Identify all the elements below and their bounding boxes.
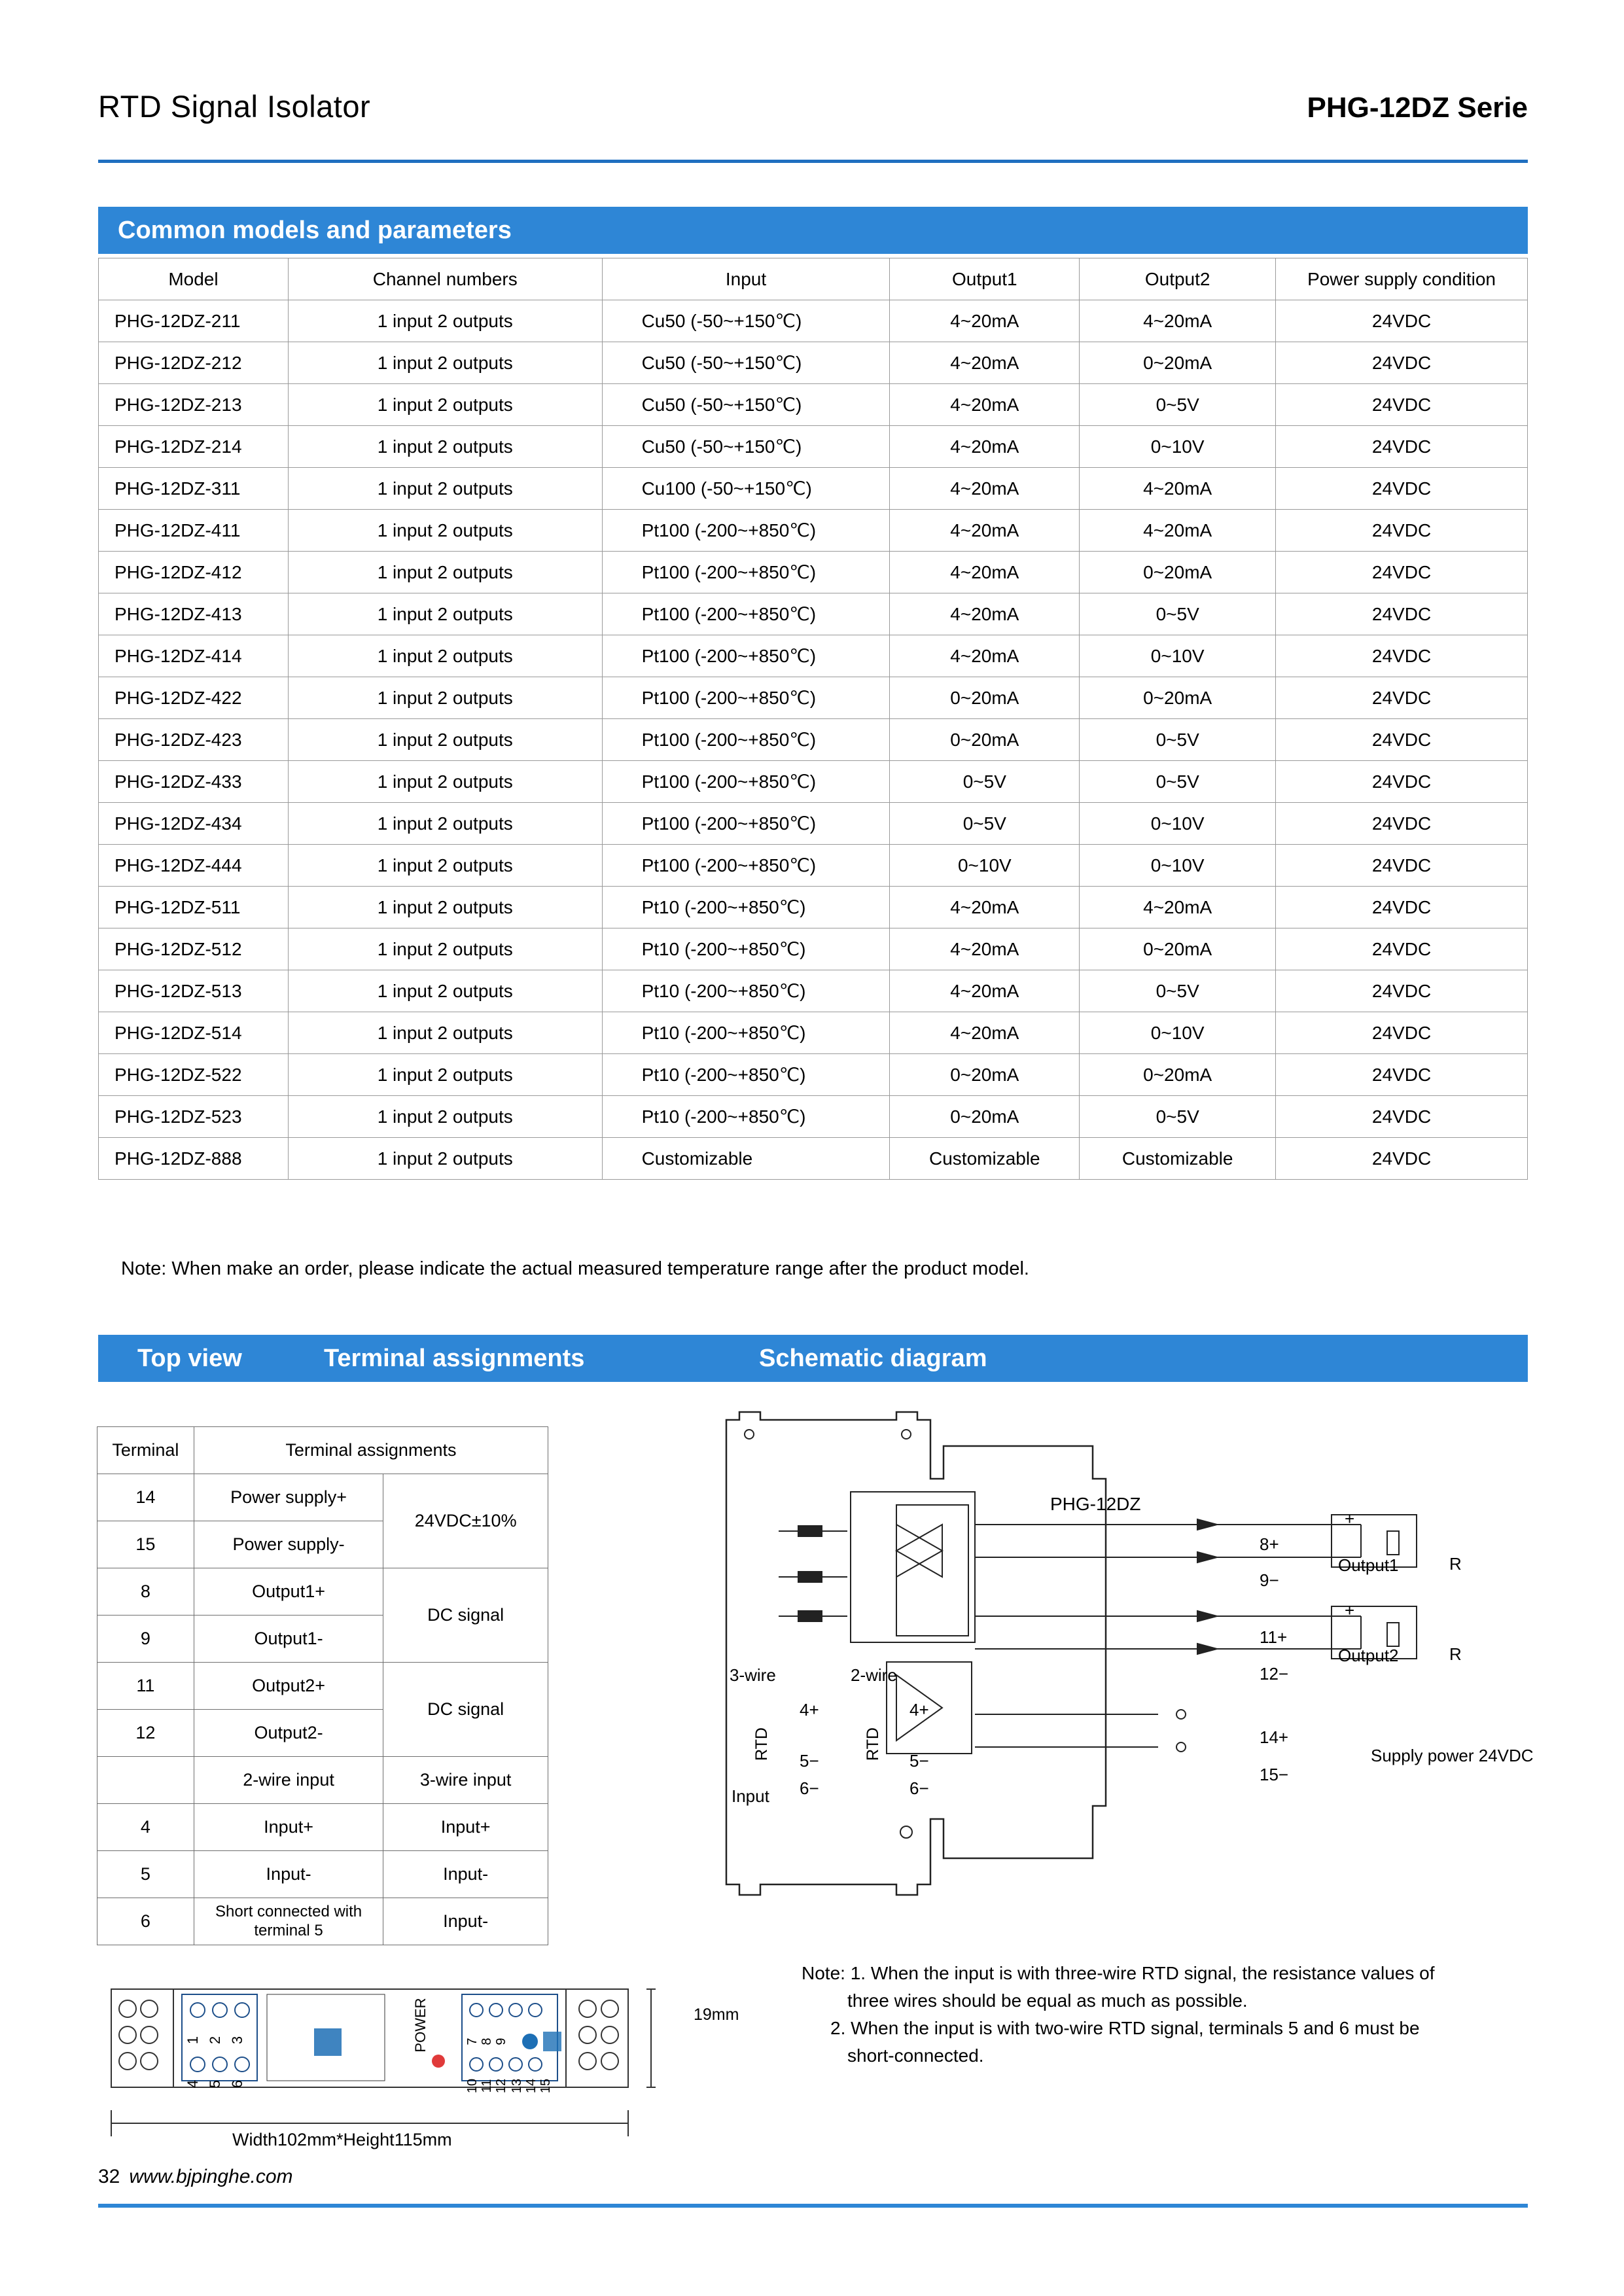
cell-input: Pt100 (-200~+850℃) [602,593,890,635]
svg-text:+: + [1345,1509,1355,1528]
terminal-function-2wire: Short connected with terminal 5 [194,1898,383,1945]
cell-power: 24VDC [1276,468,1528,510]
cell-input: Pt100 (-200~+850℃) [602,845,890,887]
table-header-row [99,258,1528,300]
footer-divider [98,2204,1528,2208]
table-row [99,1054,1528,1096]
section-label-schematic-diagram: Schematic diagram [759,1344,987,1372]
cell-input: Pt100 (-200~+850℃) [602,552,890,593]
terminal-number: 12 [97,1710,194,1757]
schematic-rtd-label-3wire: RTD [752,1727,771,1761]
cell-power: 24VDC [1276,342,1528,384]
cell-channels: 1 input 2 outputs [288,887,602,928]
cell-input: Pt10 (-200~+850℃) [602,1012,890,1054]
cell-input: Pt100 (-200~+850℃) [602,803,890,845]
cell-power: 24VDC [1276,1138,1528,1180]
page-number: 32 [98,2166,120,2187]
cell-output2: 0~5V [1080,719,1276,761]
order-note: Note: When make an order, please indicate the actual measured temperature range after the product model. [121,1258,1029,1279]
terminal-number: 14 [97,1474,194,1521]
table-row [99,845,1528,887]
cell-input: Customizable [602,1138,890,1180]
table-row [99,426,1528,468]
table-row [99,300,1528,342]
cell-output1: 0~10V [890,845,1080,887]
device-depth-label: 19mm [694,2005,739,2024]
cell-channels: 1 input 2 outputs [288,1012,602,1054]
table-row [99,803,1528,845]
schematic-terminal-5-3wire: 5− [800,1751,819,1771]
column-header-channels: Channel numbers [288,258,602,300]
terminal-number: 5 [97,1851,194,1898]
cell-model: PHG-12DZ-523 [99,1096,289,1138]
cell-model: PHG-12DZ-212 [99,342,289,384]
table-row [97,1663,548,1710]
terminal-function-2wire: Input+ [194,1804,383,1851]
cell-channels: 1 input 2 outputs [288,761,602,803]
cell-model: PHG-12DZ-513 [99,970,289,1012]
cell-channels: 1 input 2 outputs [288,970,602,1012]
cell-power: 24VDC [1276,384,1528,426]
cell-input: Pt10 (-200~+850℃) [602,1054,890,1096]
terminal-function: Output1+ [194,1568,383,1616]
schematic-diagram [700,1400,1538,1937]
cell-output1: 0~20mA [890,1054,1080,1096]
table-row [99,887,1528,928]
cell-output1: 4~20mA [890,468,1080,510]
cell-output2: Customizable [1080,1138,1276,1180]
cell-channels: 1 input 2 outputs [288,552,602,593]
cell-power: 24VDC [1276,928,1528,970]
cell-model: PHG-12DZ-413 [99,593,289,635]
terminal-assignments-table [97,1426,548,1945]
table-row [99,677,1528,719]
cell-power: 24VDC [1276,593,1528,635]
svg-text:1: 1 [185,2036,201,2045]
terminal-number: 4 [97,1804,194,1851]
cell-output1: 4~20mA [890,928,1080,970]
cell-input: Cu50 (-50~+150℃) [602,342,890,384]
cell-output2: 0~10V [1080,1012,1276,1054]
cell-power: 24VDC [1276,761,1528,803]
cell-model: PHG-12DZ-214 [99,426,289,468]
cell-channels: 1 input 2 outputs [288,1138,602,1180]
cell-output1: 4~20mA [890,635,1080,677]
terminal-number: 11 [97,1663,194,1710]
table-row [99,928,1528,970]
header-divider [98,160,1528,163]
table-row [99,1096,1528,1138]
cell-input: Pt10 (-200~+850℃) [602,928,890,970]
cell-model: PHG-12DZ-888 [99,1138,289,1180]
cell-power: 24VDC [1276,510,1528,552]
cell-channels: 1 input 2 outputs [288,677,602,719]
cell-model: PHG-12DZ-522 [99,1054,289,1096]
cell-output1: 0~20mA [890,677,1080,719]
cell-power: 24VDC [1276,1096,1528,1138]
cell-power: 24VDC [1276,803,1528,845]
cell-power: 24VDC [1276,887,1528,928]
terminal-number [97,1757,194,1804]
cell-model: PHG-12DZ-211 [99,300,289,342]
section-header-common-models [98,207,1528,254]
cell-input: Pt10 (-200~+850℃) [602,887,890,928]
column-header-input: Input [602,258,890,300]
cell-model: PHG-12DZ-434 [99,803,289,845]
cell-input: Pt10 (-200~+850℃) [602,970,890,1012]
cell-power: 24VDC [1276,719,1528,761]
table-row [99,593,1528,635]
cell-model: PHG-12DZ-412 [99,552,289,593]
svg-text:6: 6 [229,2079,245,2089]
cell-power: 24VDC [1276,300,1528,342]
cell-power: 24VDC [1276,426,1528,468]
cell-channels: 1 input 2 outputs [288,300,602,342]
cell-channels: 1 input 2 outputs [288,1054,602,1096]
schematic-output1-label: Output1 [1338,1555,1399,1575]
cell-model: PHG-12DZ-511 [99,887,289,928]
section-header-views [98,1335,1528,1382]
cell-channels: 1 input 2 outputs [288,468,602,510]
page-footer [98,2166,293,2188]
schematic-input-label: Input [732,1786,769,1806]
cell-output1: 4~20mA [890,1012,1080,1054]
cell-input: Cu50 (-50~+150℃) [602,426,890,468]
product-series: PHG-12DZ Serie [1307,92,1528,124]
terminal-function: Output2- [194,1710,383,1757]
cell-model: PHG-12DZ-512 [99,928,289,970]
schematic-terminal-4-2wire: 4+ [909,1700,929,1720]
section-label-terminal-assignments: Terminal assignments [324,1344,585,1372]
cell-model: PHG-12DZ-433 [99,761,289,803]
column-header-terminal: Terminal [97,1427,194,1474]
cell-power: 24VDC [1276,552,1528,593]
note-line-4: short-connected. [847,2045,984,2066]
schematic-terminal-5-2wire: 5− [909,1751,929,1771]
cell-output1: 4~20mA [890,970,1080,1012]
section-label-top-view: Top view [137,1344,242,1372]
cell-input: Pt100 (-200~+850℃) [602,510,890,552]
terminal-number: 8 [97,1568,194,1616]
cell-output1: 4~20mA [890,300,1080,342]
cell-output2: 0~20mA [1080,1054,1276,1096]
column-header-assignments: Terminal assignments [194,1427,548,1474]
cell-output1: 0~20mA [890,1096,1080,1138]
cell-channels: 1 input 2 outputs [288,928,602,970]
models-table [98,258,1528,1180]
table-row [99,468,1528,510]
cell-output2: 4~20mA [1080,300,1276,342]
page-title: RTD Signal Isolator [98,89,371,124]
schematic-device-label: PHG-12DZ [1050,1494,1141,1514]
terminal-group: DC signal [383,1663,548,1757]
schematic-3-wire-label: 3-wire [730,1665,776,1685]
terminal-number: 6 [97,1898,194,1945]
cell-power: 24VDC [1276,1012,1528,1054]
schematic-terminal-4-3wire: 4+ [800,1700,819,1720]
cell-output1: 4~20mA [890,384,1080,426]
terminal-function: Output1- [194,1616,383,1663]
schematic-terminal-8: 8+ [1260,1534,1279,1554]
cell-power: 24VDC [1276,1054,1528,1096]
table-row [97,1804,548,1851]
table-row [99,761,1528,803]
cell-output2: 0~20mA [1080,928,1276,970]
terminal-group: 24VDC±10% [383,1474,548,1568]
table-row [99,342,1528,384]
svg-text:3: 3 [229,2036,245,2045]
svg-text:9: 9 [494,2038,508,2045]
svg-text:8: 8 [480,2038,494,2045]
table-row [97,1851,548,1898]
cell-output1: 4~20mA [890,426,1080,468]
cell-model: PHG-12DZ-411 [99,510,289,552]
cell-channels: 1 input 2 outputs [288,342,602,384]
cell-output1: 4~20mA [890,342,1080,384]
terminal-function-3wire: Input+ [383,1804,548,1851]
svg-text:+: + [1345,1600,1355,1620]
cell-input: Pt100 (-200~+850℃) [602,719,890,761]
schematic-load-resistor-2: R [1449,1644,1462,1664]
schematic-terminal-14: 14+ [1260,1727,1289,1747]
note-line-3: 2. When the input is with two-wire RTD signal, terminals 5 and 6 must be [830,2018,1420,2038]
cell-input: Cu100 (-50~+150℃) [602,468,890,510]
terminal-function: Output2+ [194,1663,383,1710]
cell-channels: 1 input 2 outputs [288,845,602,887]
cell-model: PHG-12DZ-311 [99,468,289,510]
cell-model: PHG-12DZ-444 [99,845,289,887]
cell-output1: 4~20mA [890,887,1080,928]
cell-model: PHG-12DZ-423 [99,719,289,761]
note-line-1: Note: 1. When the input is with three-wire RTD signal, the resistance values of [802,1963,1435,1983]
table-row [99,970,1528,1012]
cell-channels: 1 input 2 outputs [288,803,602,845]
cell-output2: 0~5V [1080,384,1276,426]
table-header-row [97,1427,548,1474]
column-header-model: Model [99,258,289,300]
table-row [99,1012,1528,1054]
cell-input: Pt10 (-200~+850℃) [602,1096,890,1138]
cell-output1: Customizable [890,1138,1080,1180]
svg-text:2: 2 [207,2036,223,2045]
table-row [99,510,1528,552]
schematic-terminal-15: 15− [1260,1765,1289,1784]
column-header-power: Power supply condition [1276,258,1528,300]
cell-channels: 1 input 2 outputs [288,719,602,761]
table-row [97,1898,548,1945]
schematic-terminal-11: 11+ [1260,1627,1288,1647]
cell-input: Cu50 (-50~+150℃) [602,300,890,342]
svg-text:5: 5 [207,2079,223,2089]
cell-output1: 0~5V [890,803,1080,845]
page-header [98,88,1528,133]
cell-output2: 0~5V [1080,1096,1276,1138]
cell-input: Pt100 (-200~+850℃) [602,635,890,677]
schematic-rtd-label-2wire: RTD [864,1727,882,1761]
svg-text:7: 7 [465,2038,480,2045]
terminal-function-3wire: Input- [383,1851,548,1898]
cell-channels: 1 input 2 outputs [288,384,602,426]
cell-output1: 4~20mA [890,593,1080,635]
cell-input: Cu50 (-50~+150℃) [602,384,890,426]
section-label: Common models and parameters [118,216,512,244]
cell-power: 24VDC [1276,635,1528,677]
cell-output2: 0~20mA [1080,677,1276,719]
table-row [99,1138,1528,1180]
table-row [97,1474,548,1521]
schematic-load-resistor-1: R [1449,1554,1462,1574]
cell-output1: 0~5V [890,761,1080,803]
svg-text:11: 11 [480,2079,494,2093]
cell-model: PHG-12DZ-514 [99,1012,289,1054]
schematic-terminal-6-2wire: 6− [909,1778,929,1798]
cell-output2: 0~10V [1080,426,1276,468]
cell-output1: 4~20mA [890,552,1080,593]
schematic-supply-label: Supply power 24VDC [1371,1746,1534,1765]
schematic-terminal-9: 9− [1260,1570,1279,1590]
input-mode-3wire: 3-wire input [383,1757,548,1804]
cell-output1: 0~20mA [890,719,1080,761]
svg-text:13: 13 [510,2078,524,2094]
cell-output2: 4~20mA [1080,468,1276,510]
terminal-function: Power supply- [194,1521,383,1568]
table-row [97,1568,548,1616]
cell-power: 24VDC [1276,845,1528,887]
svg-text:14: 14 [524,2078,538,2094]
device-width-height-label: Width102mm*Height115mm [232,2130,452,2149]
svg-text:4: 4 [185,2079,201,2089]
terminal-group: DC signal [383,1568,548,1663]
schematic-terminal-6-3wire: 6− [800,1778,819,1798]
svg-text:POWER: POWER [412,1998,429,2053]
terminal-number: 15 [97,1521,194,1568]
terminal-function-2wire: Input- [194,1851,383,1898]
cell-power: 24VDC [1276,677,1528,719]
cell-output2: 0~10V [1080,803,1276,845]
cell-output2: 4~20mA [1080,887,1276,928]
table-row [97,1757,548,1804]
column-header-output2: Output2 [1080,258,1276,300]
cell-input: Pt100 (-200~+850℃) [602,761,890,803]
svg-text:10: 10 [465,2078,480,2094]
table-row [99,552,1528,593]
cell-output2: 0~20mA [1080,342,1276,384]
table-row [99,384,1528,426]
svg-text:12: 12 [494,2078,508,2094]
cell-channels: 1 input 2 outputs [288,510,602,552]
table-row [99,635,1528,677]
cell-channels: 1 input 2 outputs [288,593,602,635]
cell-channels: 1 input 2 outputs [288,635,602,677]
svg-text:15: 15 [538,2078,553,2094]
cell-output2: 0~10V [1080,635,1276,677]
schematic-notes [802,1960,1534,2070]
cell-model: PHG-12DZ-422 [99,677,289,719]
note-line-2: three wires should be equal as much as possible. [847,1990,1248,2011]
cell-output2: 0~5V [1080,593,1276,635]
cell-power: 24VDC [1276,970,1528,1012]
cell-output2: 0~10V [1080,845,1276,887]
schematic-terminal-12: 12− [1260,1664,1289,1684]
cell-output2: 0~5V [1080,970,1276,1012]
cell-output2: 0~20mA [1080,552,1276,593]
table-row [99,719,1528,761]
cell-channels: 1 input 2 outputs [288,426,602,468]
schematic-2-wire-label: 2-wire [851,1665,897,1685]
terminal-function-3wire: Input- [383,1898,548,1945]
cell-output2: 0~5V [1080,761,1276,803]
footer-url: www.bjpinghe.com [129,2166,293,2187]
cell-model: PHG-12DZ-213 [99,384,289,426]
cell-channels: 1 input 2 outputs [288,1096,602,1138]
cell-output1: 4~20mA [890,510,1080,552]
cell-model: PHG-12DZ-414 [99,635,289,677]
terminal-function: Power supply+ [194,1474,383,1521]
cell-output2: 4~20mA [1080,510,1276,552]
schematic-output2-label: Output2 [1338,1646,1399,1665]
terminal-number: 9 [97,1616,194,1663]
cell-input: Pt100 (-200~+850℃) [602,677,890,719]
input-mode-2wire: 2-wire input [194,1757,383,1804]
column-header-output1: Output1 [890,258,1080,300]
